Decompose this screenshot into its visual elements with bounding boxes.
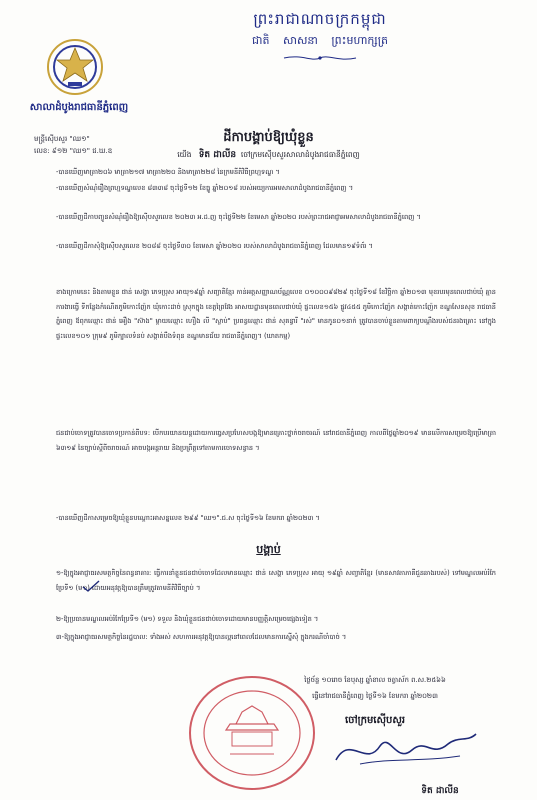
consideration-item: -បានឃើញសំណុំរឿងព្រហ្មទណ្ឌលេខ ៨៣៣៨ ចុះថ្ងៃទី១២ ខែធ្នូ ឆ្នាំ២០១៨ របស់អយ្យការអមសាលាដំបូងរាជធានីភ្នំពេញ ។: [56, 184, 354, 192]
facts-paragraph: ខាងក្រោមនេះ និងតាមខ្លួន ផាន់ សេង្ហា ភេទប្រុស អាយុ១៩ឆ្នាំ សញ្ជាតិខ្មែរ កាន់អត្តសញ្ញាណប័ណ្ណលេខ ០១០០០៩៨២៩ ចុះថ្ងៃទី១៨ ខែវិច្ឆិកា ឆ្នាំ២០១៣ មុខរបរមុនពេលជាប់ឃុំ គ្មានការងារធ្វើ ទីកន្លែងកំណើតភូមិកោះញ៉ែក ឃុំកោះដាច់ ស្រុកក្នុង ខេត្តព្រៃវែង អាសយដ្ឋានមុនពេលជាប់ឃុំ ផ្ទះលេខ១៥៦ ផ្លូវ៤៥៥ ភូមិកោះញ៉ែក សង្កាត់កោះញ៉ែក ខណ្ឌសែនសុខ រាជធានីភ្នំពេញ ឪពុកឈ្មោះ ផាន់ អឿង "ស៊ាង" ម្ដាយឈ្មោះ ហឿង លី "ស្លាប់" ប្រពន្ធឈ្មោះ ផាន់ សុគន្ធារី "រស់" មានកូន០១នាក់ ត្រូវបានចាប់ខ្លួនតាមពាក្យបណ្ដឹងរបស់ជនរងគ្រោះ នៅក្នុងផ្ទះលេខ១០១ ក្រុម៩ ភូមិក្បាលទំនប់ សង្កាត់បឹងទំពុន ខណ្ឌមានជ័យ រាជធានីភ្នំពេញ។ (ឃាតកម្ម): [56, 288, 496, 340]
order-item: ២-ឱ្យប្រធានមណ្ឌលអប់រំកែប្រែទី១ (ម១) ទទួល និងឃុំខ្លួនជនជាប់ចោទដោយមានបញ្ញត្តិសម្រេចផ្សេងទៀត ។: [56, 615, 319, 623]
order-item: ៣-ឱ្យក្នុងអាជ្ញាធរសមត្ថកិច្ចនៃរដ្ឋបាល: ទាំងអស់ សហការអនុវត្តឱ្យបានល្អនៅពេលដែលមានការស្នើសុំ ក្នុងករណីចាំបាច់ ។: [56, 633, 347, 641]
place-and-date: ធ្វើនៅរាជធានីភ្នំពេញ ថ្ងៃទី១៦ ខែមករា ឆ្នាំ២០២៣: [312, 692, 438, 700]
judge-introduction: [0, 149, 537, 162]
consideration-item: -បានឃើញដីកាសុំឱ្យស៊ើបសួរលេខ ២០៨៨ ចុះថ្ងៃទី៣០ ខែមេសា ឆ្នាំ២០២០ របស់សាលាដំបូងរាជធានីភ្នំពេញ ដែលមាន១៩ទំព័រ ។: [56, 242, 373, 250]
court-seal-stamp: [186, 672, 318, 794]
header-divider-ornament: [282, 54, 358, 62]
charge-paragraph: ជនជាប់ចោទត្រូវបានចោទប្រកាន់ពីបទ: បើកបរយានយន្តដោយការធ្វេសប្រហែសបង្កឱ្យមានគ្រោះថ្នាក់ចរាចរណ៍ នៅរាជធានីភ្នំពេញ កាលពីថ្ងៃឆ្នាំ២០១៩ មានលើការសម្រេចឱ្យប្រើមាត្រា ៦៣១៩ នៃច្បាប់ស្ដីពីចរាចរណ៍ អាចបង្កអន្តរាយ និងប្រព្រឹត្តទៅតាមការចោទសន្ធាន ។: [56, 429, 496, 452]
reference-file: មន្ត្រីស៊ើបសួរ "ឈ១": [34, 135, 90, 143]
check-mark-icon: [82, 580, 100, 592]
judge-role: ចៅក្រមស៊ើបសួរសាលាដំបូងរាជធានីភ្នំពេញ: [240, 150, 360, 159]
signer-title: ចៅក្រមស៊ើបសួរ: [344, 715, 406, 726]
reference-number: លេខ: ៩១២ "ឈ១" ជ.ឃ.ឌ: [34, 147, 113, 155]
orders-heading: បង្គាប់: [256, 543, 281, 556]
signer-name: ទិត ដាលីន: [421, 786, 459, 796]
kingdom-heading: ព្រះរាជាណាចក្រកម្ពុជា: [253, 10, 387, 28]
court-name: សាលាដំបូងរាជធានីភ្នំពេញ: [29, 102, 129, 113]
judge-name: ទិត ដាលីន: [198, 150, 237, 160]
consideration-item: -បានឃើញដីកាបញ្ជូនសំណុំរឿងឱ្យស៊ើបសួរលេខ ២០២៣ អ.ដ.ញ ចុះថ្ងៃទី២២ ខែមេសា ឆ្នាំ២០២០ របស់ព្រះរាជអាជ្ញាអមសាលាដំបូងរាជធានីភ្នំពេញ ។: [56, 213, 421, 221]
national-motto: ជាតិ សាសនា ព្រះមហាក្សត្រ: [252, 34, 388, 47]
court-emblem-icon: [44, 36, 106, 98]
handwritten-signature: [330, 724, 480, 774]
consideration-item: -បានឃើញមាត្រា២០៦ មាត្រា២១៧ មាត្រា២២០ និងមាត្រា២២៨ នៃក្រមនីតិវិធីព្រហ្មទណ្ឌ ។: [56, 168, 280, 176]
judge-prefix: យើង: [177, 150, 192, 159]
lunar-date: ថ្ងៃច័ន្ទ ១០រោច ខែបុស្ស ឆ្នាំខាល ចត្វាស័ក ព.ស.២៥៦៦: [304, 676, 446, 684]
order-item: ១-ឱ្យក្នុងអាជ្ញាធរសមត្ថកិច្ចនៃពន្ធនាគារ: ធ្វើការនាំខ្លួនជនជាប់ចោទដែលមានឈ្មោះ ផាន់ សេង្ហា ភេទប្រុស អាយុ ១៩ឆ្នាំ សញ្ជាតិខ្មែរ (មានសាវតាភាគីជួនឆាងរបស់) ទៅមណ្ឌលអប់រំកែប្រែទី១ (ម១) ដោយអនុវត្តឱ្យបានត្រឹមត្រូវតាមនីតិវិធីច្បាប់ ។: [56, 569, 496, 592]
document-title: ដីកាបង្គាប់ឱ្យឃុំខ្លួន: [223, 130, 314, 145]
decision-note: -បានឃើញដីកាសម្រេចឱ្យឃុំខ្លួនបណ្ដោះអាសន្នលេខ ២៩៩ "ឈ១".ជ.ស ចុះថ្ងៃទី១៦ ខែមករា ឆ្នាំ២០២៣ ។: [56, 514, 320, 522]
